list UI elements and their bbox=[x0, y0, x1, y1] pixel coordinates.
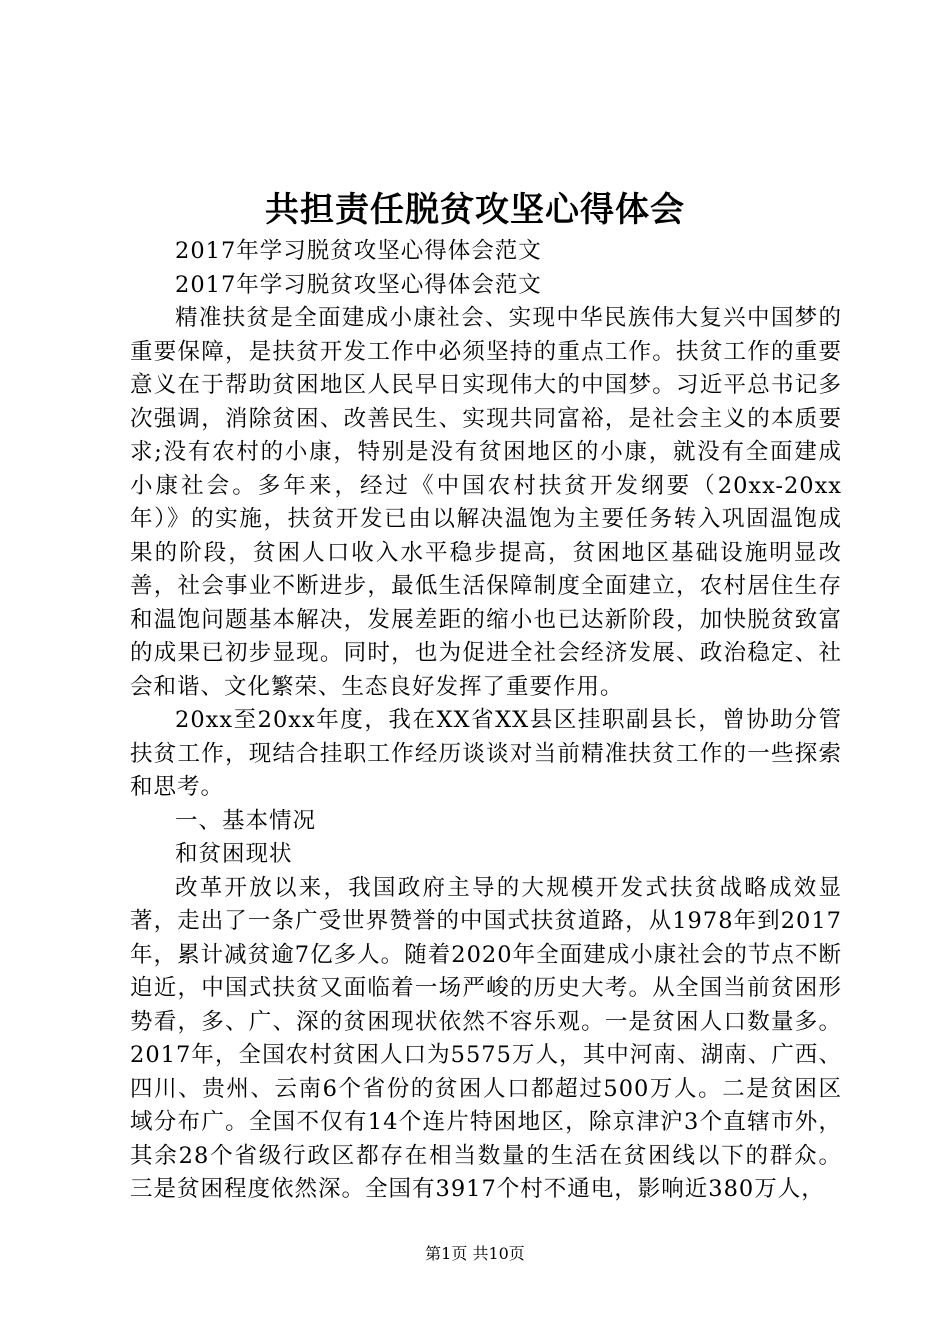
paragraph: 20xx至20xx年度，我在XX省XX县区挂职副县长，曾协助分管扶贫工作，现结合挂职工作经历谈谈对当前精准扶贫工作的一些探索和思考。 bbox=[130, 707, 842, 800]
section-heading: 一、基本情况 bbox=[175, 807, 317, 834]
paragraph: 改革开放以来，我国政府主导的大规模开发式扶贫战略成效显著，走出了一条广受世界赞誉的中国式扶贫道路，从1978年到2017年，累计减贫逾7亿多人。随着2020年全面建成小康社会的节点不断迫近，中国式扶贫又面临着一场严峻的历史大考。从全国当前贫困形势看，多、广、深的贫困现状依然不容乐观。一是贫困人口数量多。2017年，全国农村贫困人口为5575万人，其中河南、湖南、广西、四川、贵州、云南6个省份的贫困人口都超过500万人。二是贫困区域分布广。全国不仅有14个连片特困地区，除京津沪3个直辖市外，其余28个省级行政区都存在相当数量的生活在贫困线以下的群众。三是贫困程度依然深。全国有3917个村不通电，影响近380万人， bbox=[130, 874, 842, 1202]
paragraph: 2017年学习脱贫攻坚心得体会范文 bbox=[175, 271, 542, 298]
document-title: 共担责任脱贫攻坚心得体会 bbox=[265, 190, 685, 230]
page-footer: 第1页 共10页 bbox=[425, 1244, 525, 1263]
paragraph: 精准扶贫是全面建成小康社会、实现中华民族伟大复兴中国梦的重要保障，是扶贫开发工作中必须坚持的重点工作。扶贫工作的重要意义在于帮助贫困地区人民早日实现伟大的中国梦。习近平总书记多次强调，消除贫困、改善民生、实现共同富裕，是社会主义的本质要求;没有农村的小康，特别是没有贫困地区的小康，就没有全面建成小康社会。多年来，经过《中国农村扶贫开发纲要（20xx-20xx年）》的实施，扶贫开发已由以解决温饱为主要任务转入巩固温饱成果的阶段，贫困人口收入水平稳步提高，贫困地区基础设施明显改善，社会事业不断进步，最低生活保障制度全面建立，农村居住生存和温饱问题基本解决，发展差距的缩小也已达新阶段，加快脱贫致富的成果已初步显现。同时，也为促进全社会经济发展、政治稳定、社会和谐、文化繁荣、生态良好发挥了重要作用。 bbox=[130, 305, 842, 700]
document-body bbox=[130, 235, 842, 1207]
section-heading: 和贫困现状 bbox=[175, 841, 293, 867]
paragraph: 2017年学习脱贫攻坚心得体会范文 bbox=[175, 238, 542, 264]
